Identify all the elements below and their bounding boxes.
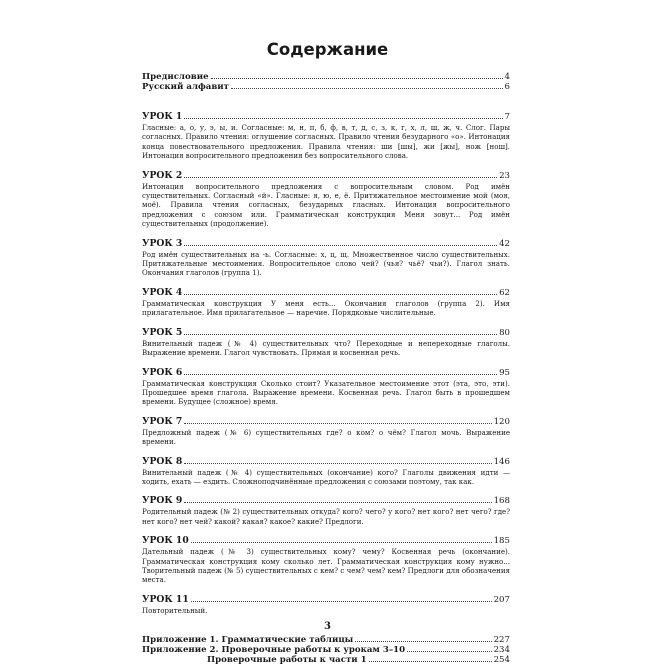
toc-entry-page: 185 — [493, 536, 510, 547]
lesson-description: Винительный падеж (№ 4) существительных что? Переходные и непереходные глаголы. Выражение времени. Глагол чувствовать. Прямая и косвенная речь. — [142, 338, 510, 358]
toc-entry-lesson[interactable] — [142, 595, 510, 605]
dot-leader — [211, 77, 503, 79]
toc-entry-title: УРОК 2 — [142, 169, 183, 181]
toc-entry-page: 95 — [499, 367, 510, 378]
toc-entry-page: 6 — [504, 82, 510, 92]
page-title: Содержание — [266, 40, 389, 59]
toc-entry-title: УРОК 11 — [142, 593, 189, 605]
toc-entry-title: Предисловие — [142, 72, 209, 82]
lesson-description: Повторительный. — [142, 605, 208, 615]
page-number: 3 — [324, 621, 331, 632]
dot-leader — [191, 541, 492, 543]
toc-entry-title: Приложение 2. Проверочные работы к урокам 3–10 — [142, 645, 406, 656]
toc-entry-appendix-1[interactable] — [142, 635, 510, 645]
toc-lesson-6 — [142, 368, 510, 407]
toc-entry-lesson[interactable] — [142, 239, 510, 249]
dot-leader — [355, 640, 491, 642]
toc-entry-page: 80 — [499, 327, 510, 338]
toc-entry-page: 23 — [499, 170, 510, 181]
dot-leader — [184, 293, 497, 295]
toc-entry-page: 207 — [493, 594, 510, 605]
dot-leader — [184, 501, 491, 503]
toc-entry-title: УРОК 7 — [142, 415, 183, 427]
toc-entry-page: 227 — [493, 635, 510, 646]
toc-entry-page: 254 — [493, 655, 510, 665]
dot-leader — [407, 650, 492, 652]
toc-entry-alphabet[interactable] — [142, 82, 510, 92]
toc-entry-lesson[interactable] — [142, 171, 510, 181]
toc-entry-title: УРОК 9 — [142, 495, 183, 507]
dot-leader — [231, 87, 503, 89]
toc-entry-page: 4 — [504, 72, 510, 82]
toc-lesson-8 — [142, 457, 510, 487]
toc-entry-page: 146 — [493, 456, 510, 467]
dot-leader — [184, 462, 491, 464]
toc-entry-tests-part-1[interactable] — [142, 655, 510, 665]
toc-entry-title: УРОК 6 — [142, 366, 183, 378]
toc-entry-title: УРОК 5 — [142, 326, 183, 338]
toc-entry-title: УРОК 4 — [142, 286, 183, 298]
toc-entry-page: 120 — [493, 416, 510, 427]
toc-entry-lesson[interactable] — [142, 457, 510, 467]
toc-entry-appendix-2[interactable] — [142, 645, 510, 655]
lesson-description: Гласные: а, о, у, э, ы, и. Согласные: м, н, п, б, ф, в, т, д, с, з, к, г, х, л, ш, ж, ч. Слог. Пары согласных. Правило чтения: оглушение согласных. Правило чтения безударного «о». Интонация конца повествовательного предложения. Правила чтения: ши [шы], жи [жы], нож [нош]. Интонация вопросительного предложения без вопросительного слова. — [142, 123, 510, 161]
toc-lesson-4 — [142, 288, 510, 318]
toc-entry-title: УРОК 1 — [142, 111, 183, 122]
dot-leader — [184, 422, 491, 424]
dot-leader — [191, 600, 492, 602]
toc-entry-page: 42 — [499, 238, 510, 249]
toc-entry-title: УРОК 10 — [142, 535, 189, 547]
lesson-description: Родительный падеж (№ 2) существительных откуда? кого? чего? у кого? нет кого? нет чего? где? нет кого? нет чей? какой? какая? какое? какие? Предлоги. — [142, 507, 510, 526]
dot-leader — [184, 176, 497, 178]
toc-lesson-3 — [142, 239, 510, 278]
toc-lesson-9 — [142, 496, 510, 526]
toc-entry-page: 168 — [493, 496, 510, 507]
lesson-description: Грамматическая конструкция Сколько стоит? Указательное местоимение этот (эта, это, эти). Прошедшее время глагола. Выражение времени. Косвенная речь. Глагол быть в прошедшем времени. Будущее (сложное) время. — [142, 378, 510, 407]
lesson-description: Грамматическая конструкция У меня есть... Окончания глаголов (группа 2). Имя прилагательное. Имя прилагательное — наречие. Порядковые числительные. — [142, 298, 510, 318]
lesson-description: Винительный падеж (№ 4) существительных (окончание) кого? Глаголы движения идти — ходить, ехать — ездить. Сложноподчинённые предложения с союзами поэтому, так как. — [142, 467, 510, 486]
lesson-description: Интонация вопросительного предложения с вопросительным словом. Род имён существительных. Согласный «й». Гласные: я, ю, е, ё. Притяжательное местоимение мой (моя, моё). Правила чтения согласных, безударных гласных. Интонация вопросительного предложения с союзом или. Грамматическая конструкция Меня зовут... Род имён существительных (продолжение). — [142, 181, 510, 229]
toc-entry-page: 7 — [504, 112, 510, 122]
toc-entry-lesson[interactable] — [142, 328, 510, 338]
toc-entry-title: Приложение 1. Грамматические таблицы — [142, 635, 354, 646]
dot-leader — [369, 660, 492, 662]
lesson-description: Предложный падеж (№ 6) существительных где? о ком? о чём? Глагол мочь. Выражение времени. — [142, 427, 510, 447]
toc-lesson-1 — [142, 112, 510, 161]
toc-lesson-2 — [142, 171, 510, 229]
toc-entry-title: УРОК 8 — [142, 455, 183, 467]
toc-entry-lesson[interactable] — [142, 417, 510, 427]
dot-leader — [184, 117, 502, 119]
toc-entry-title: Проверочные работы к части 1 — [207, 655, 367, 665]
table-of-contents — [142, 72, 510, 665]
dot-leader — [184, 373, 497, 375]
toc-lesson-10 — [142, 536, 510, 585]
lesson-description: Род имён существительных на -ь. Согласные: х, ц, щ. Множественное число существительных. Притяжательные местоимения. Вопросительное слово чей? (чья? чьё? чьи?). Глагол знать. Окончания глаголов (группа 1). — [142, 249, 510, 278]
toc-entry-page: 62 — [499, 287, 510, 298]
toc-entry-title: Русский алфавит — [142, 82, 229, 92]
toc-entry-title: УРОК 3 — [142, 237, 183, 249]
toc-entry-preface[interactable] — [142, 72, 510, 82]
toc-entry-lesson[interactable] — [142, 288, 510, 298]
toc-entry-page: 234 — [493, 645, 510, 656]
lesson-description: Дательный падеж (№ 3) существительных кому? чему? Косвенная речь (окончание). Грамматическая конструкция кому сколько лет. Грамматическая конструкция кому нужно... Творительный падеж (№ 5) существительных с кем? с чем? чем? кем? Предлоги для обозначения места. — [142, 547, 510, 585]
dot-leader — [184, 333, 497, 335]
toc-entry-lesson[interactable] — [142, 536, 510, 546]
toc-entry-lesson[interactable] — [142, 496, 510, 506]
toc-lesson-11 — [142, 595, 510, 615]
dot-leader — [184, 244, 497, 246]
toc-entry-lesson[interactable] — [142, 368, 510, 378]
toc-lesson-7 — [142, 417, 510, 447]
toc-entry-lesson[interactable] — [142, 112, 510, 122]
toc-lesson-5 — [142, 328, 510, 358]
